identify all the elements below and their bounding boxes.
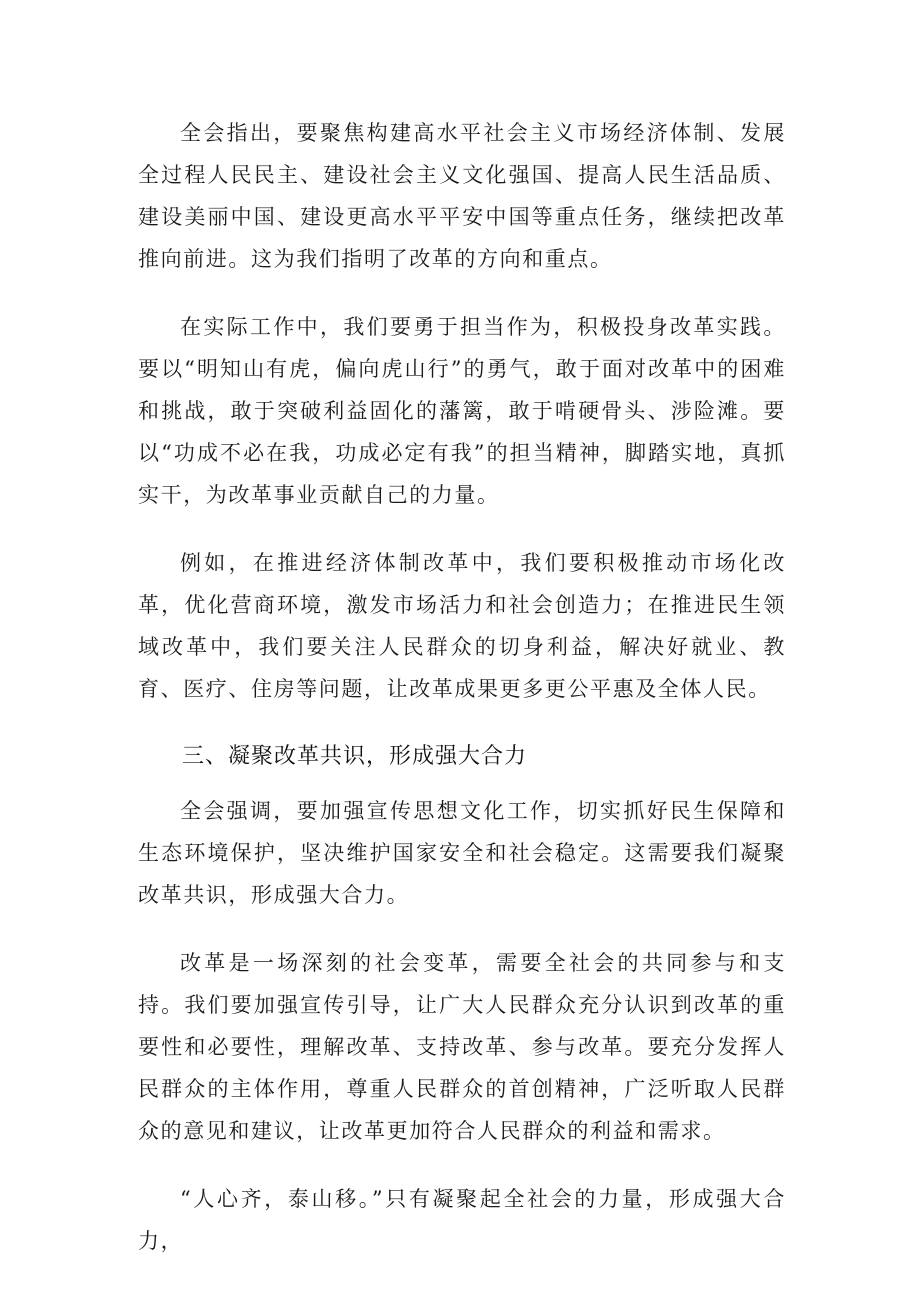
paragraph-4: 全会强调，要加强宣传思想文化工作，切实抓好民生保障和生态环境保护，坚决维护国家安全和社会稳定。这需要我们凝聚改革共识，形成强大合力。 [138,799,786,907]
paragraph-2: 在实际工作中，我们要勇于担当作为，积极投身改革实践。要以“明知山有虎，偏向虎山行”的勇气，敢于面对改革中的困难和挑战，敢于突破利益固化的藩篱，敢于啃硬骨头、涉险滩。要以“功成不必在我，功成必定有我”的担当精神，脚踏实地，真抓实干，为改革事业贡献自己的力量。 [138,315,786,507]
paragraph-3: 例如，在推进经济体制改革中，我们要积极推动市场化改革，优化营商环境，激发市场活力和社会创造力；在推进民生领域改革中，我们要关注人民群众的切身利益，解决好就业、教育、医疗、住房等问题，让改革成果更多更公平惠及全体人民。 [138,551,786,701]
paragraph-5: 改革是一场深刻的社会变革，需要全社会的共同参与和支持。我们要加强宣传引导，让广大人民群众充分认识到改革的重要性和必要性，理解改革、支持改革、参与改革。要充分发挥人民群众的主体作用，尊重人民群众的首创精神，广泛听取人民群众的意见和建议，让改革更加符合人民群众的利益和需求。 [138,951,786,1143]
paragraph-1: 全会指出，要聚焦构建高水平社会主义市场经济体制、发展全过程人民民主、建设社会主义文化强国、提高人民生活品质、建设美丽中国、建设更高水平平安中国等重点任务，继续把改革推向前进。这为我们指明了改革的方向和重点。 [138,121,786,271]
paragraph-6: “人心齐，泰山移。”只有凝聚起全社会的力量，形成强大合力， [138,1187,786,1253]
document-body [138,112,786,1262]
section-heading: 三、凝聚改革共识，形成强大合力 [182,744,528,769]
